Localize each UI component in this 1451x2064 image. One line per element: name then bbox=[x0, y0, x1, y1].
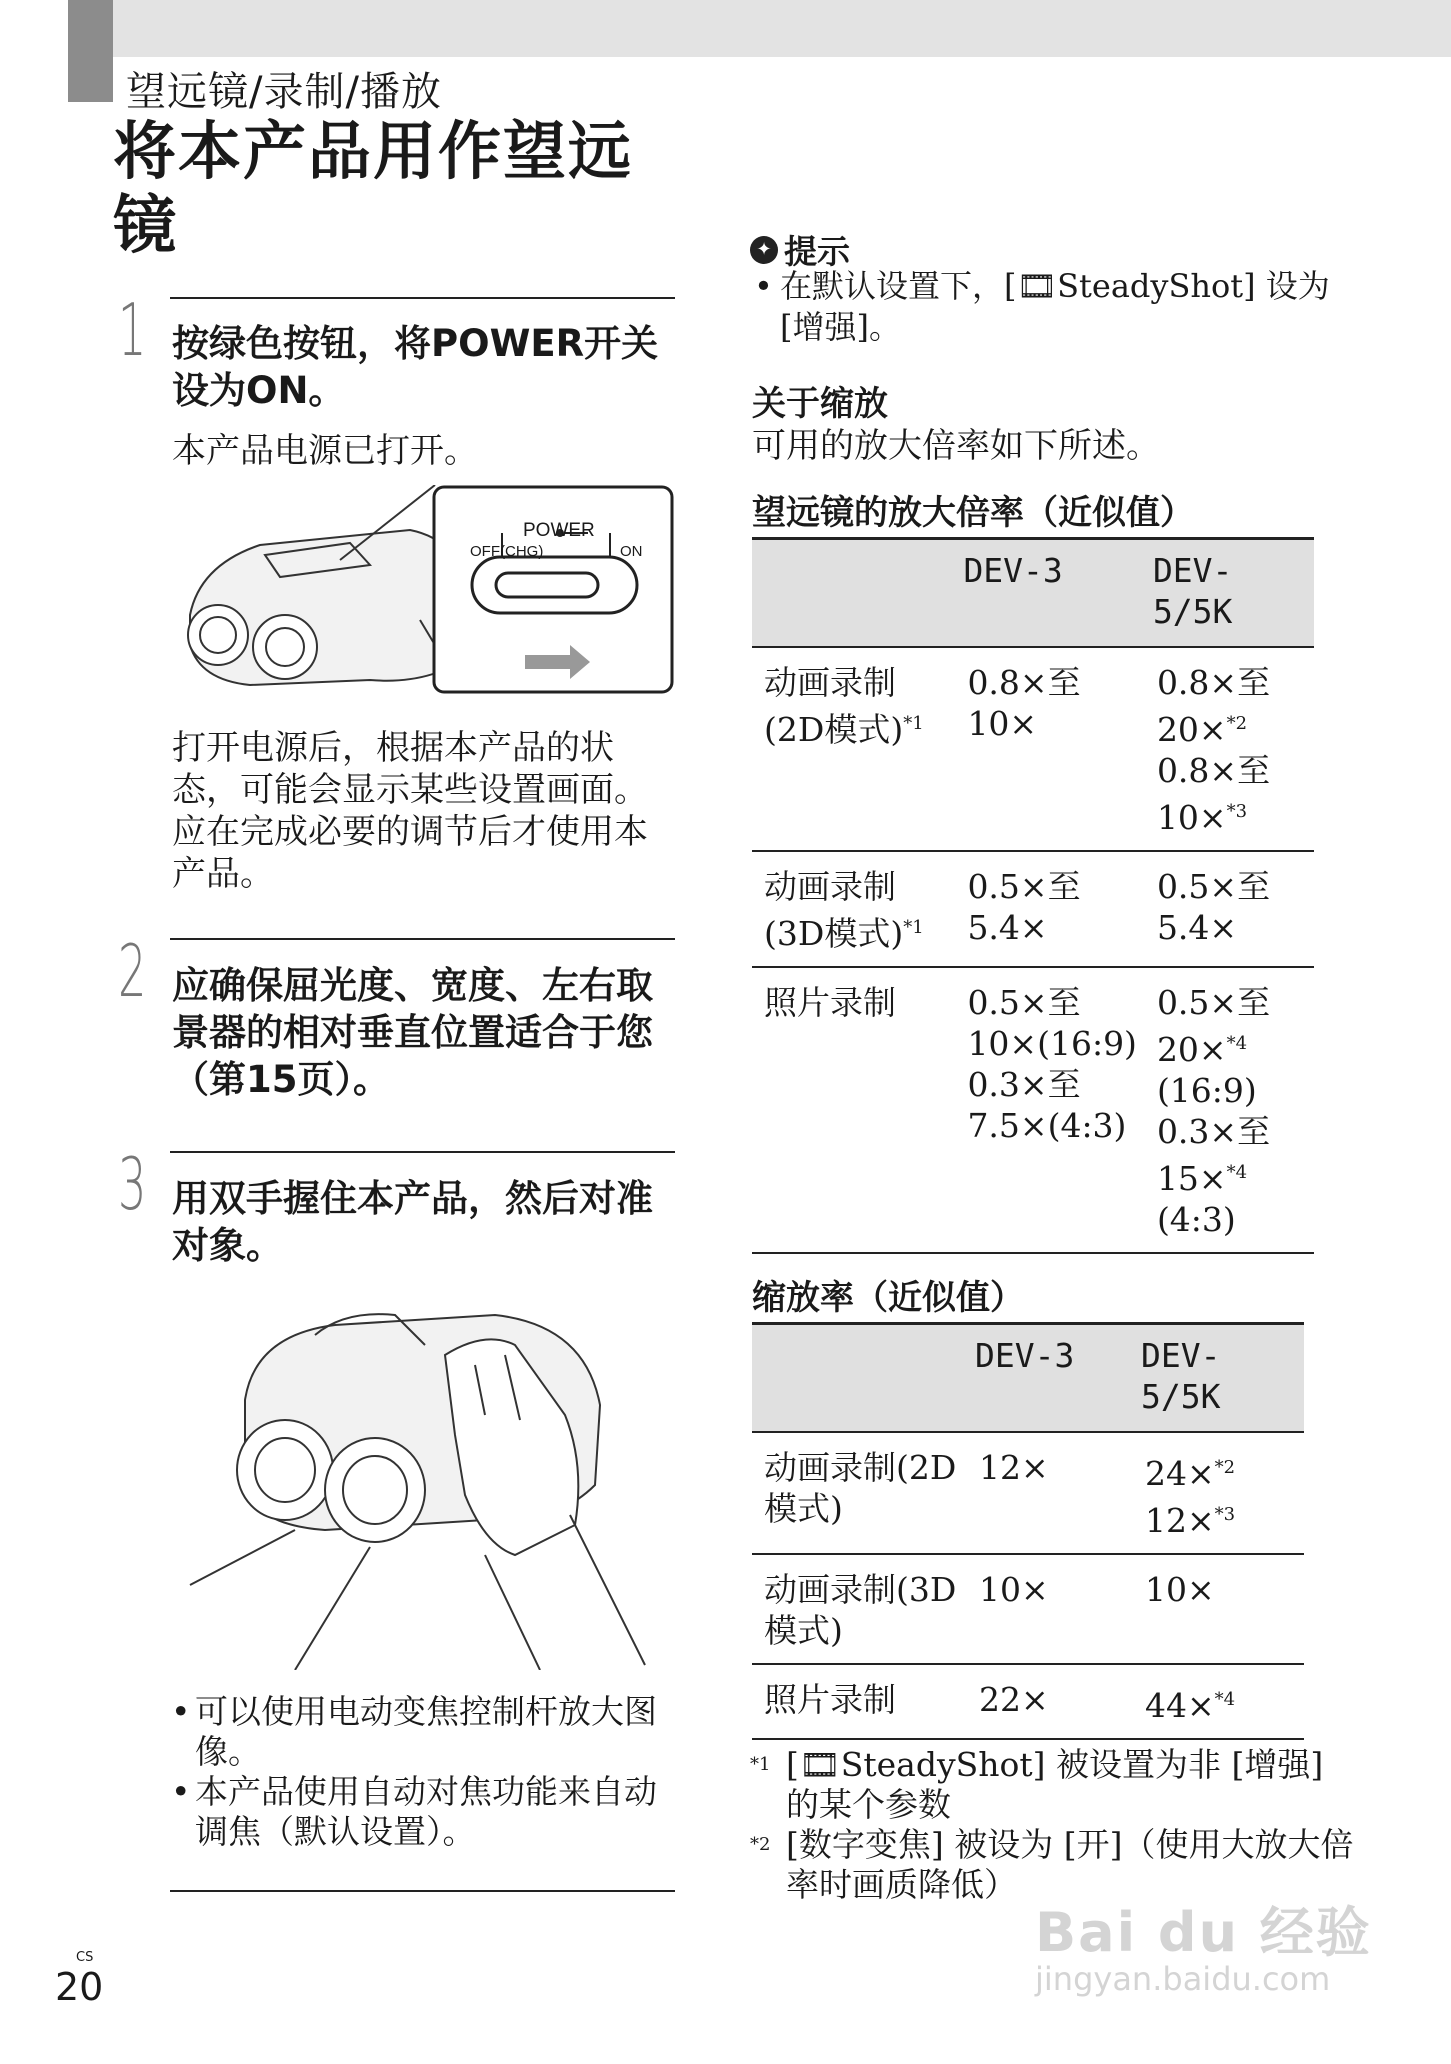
table-header-cell: DEV-5/5K bbox=[1133, 1324, 1304, 1433]
table2-title: 缩放率（近似值） bbox=[752, 1278, 1024, 1318]
table-header-cell: DEV-3 bbox=[955, 539, 1145, 648]
step-rule bbox=[170, 938, 675, 940]
magnification-table bbox=[752, 537, 1314, 1254]
step-detail: 本产品电源已打开。 bbox=[172, 431, 478, 471]
list-item: • 可以使用电动变焦控制杆放大图像。 bbox=[171, 1692, 657, 1771]
off-label: OFF(CHG) bbox=[470, 543, 544, 560]
language-code: CS bbox=[76, 1950, 94, 1965]
power-label: POWER bbox=[523, 520, 595, 541]
lightbulb-icon: ✦ bbox=[750, 236, 778, 264]
on-label: ON bbox=[620, 543, 643, 560]
step-rule bbox=[170, 1151, 675, 1153]
table-row: 动画录制(3D模式)$^{*1}$ 0.5×至5.4× 0.5×至5.4× bbox=[752, 851, 1314, 967]
page-title: 将本产品用作望远镜 bbox=[113, 115, 633, 262]
footnote: *2 [数字变焦] 被设为 [开]（使用大放大倍率时画质降低） bbox=[750, 1825, 1354, 1904]
section-tab bbox=[68, 0, 113, 102]
step-number: 2 bbox=[118, 929, 147, 1013]
table-row: 照片录制 0.5×至10×(16:9) 0.3×至7.5×(4:3) 0.5×至20×$^{*4}$ (16:9) 0.3×至15×$^{*4}$ (4:3) bbox=[752, 967, 1314, 1253]
table1-title: 望远镜的放大倍率（近似值） bbox=[752, 493, 1194, 533]
power-switch-illustration bbox=[170, 485, 675, 695]
step-note: 打开电源后，根据本产品的状态，可能会显示某些设置画面。应在完成必要的调节后才使用本产品。 bbox=[172, 728, 648, 894]
table-header-cell: DEV-5/5K bbox=[1145, 539, 1314, 648]
footnote: *1 [🎞SteadyShot] 被设置为非 [增强] 的某个参数 bbox=[750, 1745, 1324, 1824]
header-bar bbox=[113, 0, 1451, 57]
zoom-ratio-table bbox=[752, 1322, 1304, 1740]
section-title: 望远镜/录制/播放 bbox=[126, 69, 442, 115]
step-text: 用双手握住本产品，然后对准对象。 bbox=[172, 1177, 653, 1267]
step-number: 3 bbox=[118, 1142, 147, 1226]
step-number: 1 bbox=[118, 288, 147, 372]
table-row: 动画录制(2D模式)$^{*1}$ 0.8×至10× 0.8×至20×$^{*2}$ 0.8×至10×$^{*3}$ bbox=[752, 647, 1314, 851]
list-item: • 本产品使用自动对焦功能来自动调焦（默认设置）。 bbox=[171, 1772, 657, 1851]
step-text: 应确保屈光度、宽度、左右取景器的相对垂直位置适合于您（第15页）。 bbox=[172, 964, 653, 1101]
watermark-logo: Bai du 经验 bbox=[1035, 1901, 1372, 1964]
step-text: 按绿色按钮，将POWER开关设为ON。 bbox=[172, 322, 659, 412]
table-row: 动画录制(3D模式) 10× 10× bbox=[752, 1554, 1304, 1664]
table-header-cell: DEV-3 bbox=[967, 1324, 1133, 1433]
table-row: 动画录制(2D模式) 12× 24×$^{*2}$ 12×$^{*3}$ bbox=[752, 1432, 1304, 1554]
hint-heading: ✦ 提示 bbox=[750, 226, 850, 273]
table-header-cell bbox=[752, 539, 955, 648]
zoom-heading: 关于缩放 bbox=[752, 384, 888, 424]
page-number: 20 bbox=[55, 1965, 104, 2009]
section-divider bbox=[170, 1890, 675, 1892]
hint-text: • 在默认设置下，[🎞SteadyShot] 设为 [增强]。 bbox=[754, 267, 1330, 346]
step-rule bbox=[170, 297, 675, 299]
watermark-url: jingyan.baidu.com bbox=[1035, 1960, 1331, 1998]
table-header-cell bbox=[752, 1324, 967, 1433]
hands-holding-binoculars-illustration bbox=[185, 1295, 660, 1670]
table-row: 照片录制 22× 44×$^{*4}$ bbox=[752, 1664, 1304, 1739]
zoom-intro: 可用的放大倍率如下所述。 bbox=[752, 426, 1160, 466]
